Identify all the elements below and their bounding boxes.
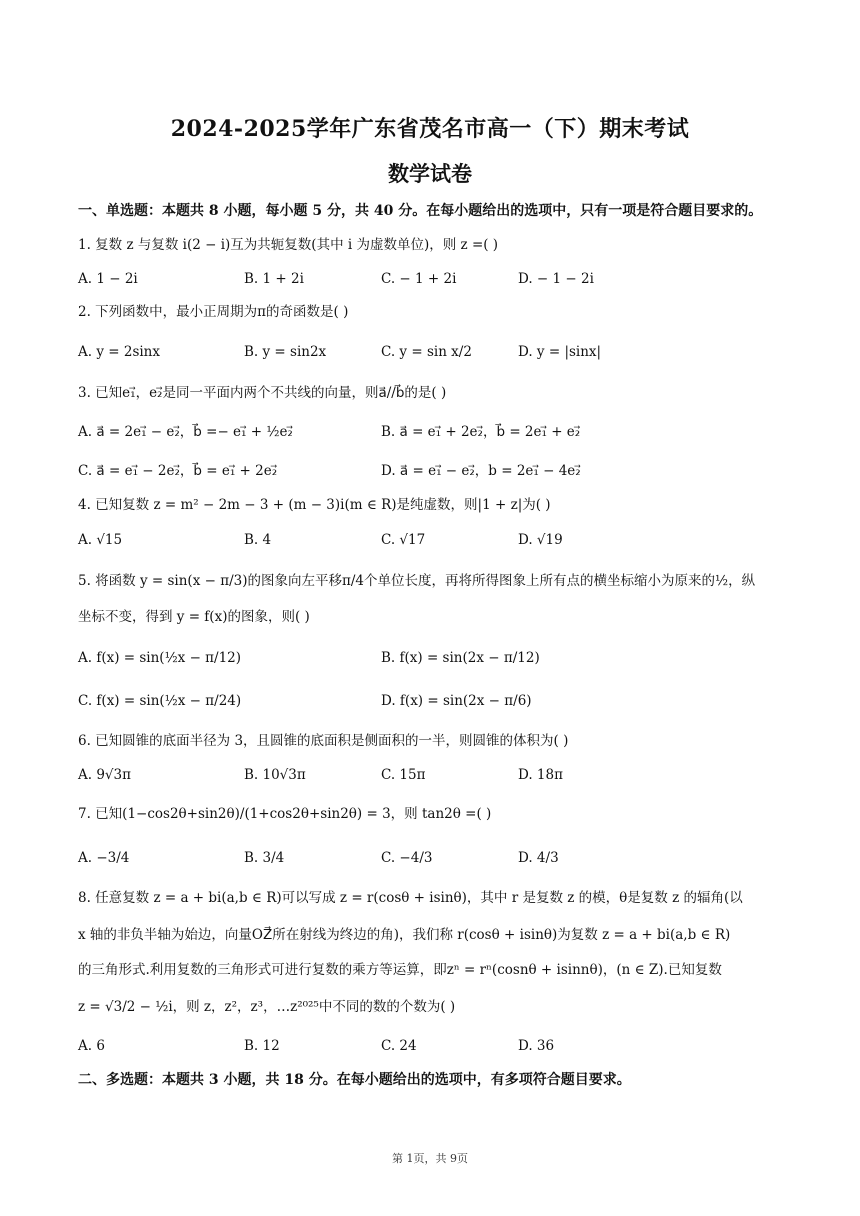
question-4-option-d: D. √19 [518,532,563,548]
question-7-option-d: D. 4/3 [518,850,559,866]
question-5-option-b: B. f(x) = sin(2x − π/12) [381,650,540,666]
exam-subtitle: 数学试卷 [388,161,472,186]
question-1-option-d: D. − 1 − 2i [518,271,594,287]
page-footer: 第 1页，共 9页 [392,1152,468,1165]
question-7-stem: 7. 已知(1−cos2θ+sin2θ)/(1+cos2θ+sin2θ) = 3，则 tan2θ =( ) [78,806,492,822]
question-2-option-b: B. y = sin2x [244,344,327,360]
question-8-option-c: C. 24 [381,1038,417,1054]
exam-title: 2024-2025学年广东省茂名市高一（下）期末考试 [170,116,690,142]
question-3-stem: 3. 已知e₁⃗，e₂⃗是同一平面内两个不共线的向量，则a⃗//b⃗的是( ) [78,385,447,401]
question-1-option-b: B. 1 + 2i [244,271,304,287]
section-heading-single-choice: 一、单选题：本题共 8 小题，每小题 5 分，共 40 分。在每小题给出的选项中，只有一项是符合题目要求的。 [78,203,763,219]
question-8-stem-line-2: x 轴的非负半轴为始边，向量OZ⃗所在射线为终边的角)，我们称 r(cosθ + isinθ)为复数 z = a + bi(a,b ∈ R) [78,927,731,943]
question-2-option-a: A. y = 2sinx [78,344,160,360]
question-1-option-c: C. − 1 + 2i [381,271,457,287]
question-6-option-b: B. 10√3π [244,767,306,783]
question-5-stem-line-2: 坐标不变，得到 y = f(x)的图象，则( ) [78,609,310,625]
question-7-option-a: A. −3/4 [78,850,130,866]
question-4-option-b: B. 4 [244,532,272,548]
question-5-stem-line-1: 5. 将函数 y = sin(x − π/3)的图象向左平移π/4个单位长度，再将所得图象上所有点的横坐标缩小为原来的½，纵 [78,573,756,589]
question-2-stem: 2. 下列函数中，最小正周期为π的奇函数是( ) [78,304,349,320]
question-6-option-a: A. 9√3π [78,767,131,783]
question-1-stem: 1. 复数 z 与复数 i(2 − i)互为共轭复数(其中 i 为虚数单位)，则 z =( ) [78,237,499,253]
question-8-option-a: A. 6 [78,1038,105,1054]
question-4-option-a: A. √15 [78,532,123,548]
question-3-option-d: D. a⃗ = e₁⃗ − e₂⃗，b = 2e₁⃗ − 4e₂⃗ [381,463,581,479]
question-3-option-b: B. a⃗ = e₁⃗ + 2e₂⃗，b⃗ = 2e₁⃗ + e₂⃗ [381,424,581,440]
question-5-option-d: D. f(x) = sin(2x − π/6) [381,693,532,709]
question-8-stem-line-3: 的三角形式.利用复数的三角形式可进行复数的乘方等运算，即zⁿ = rⁿ(cosnθ + isinnθ)，(n ∈ Z).已知复数 [78,962,722,978]
question-6-stem: 6. 已知圆锥的底面半径为 3，且圆锥的底面积是侧面积的一半，则圆锥的体积为( ) [78,733,569,749]
question-8-option-b: B. 12 [244,1038,280,1054]
question-6-option-c: C. 15π [381,767,426,783]
question-1-option-a: A. 1 − 2i [78,271,138,287]
question-3-option-a: A. a⃗ = 2e₁⃗ − e₂⃗，b⃗ =− e₁⃗ + ½e₂⃗ [78,424,293,440]
question-3-option-c: C. a⃗ = e₁⃗ − 2e₂⃗，b⃗ = e₁⃗ + 2e₂⃗ [78,463,278,479]
question-2-option-c: C. y = sin x/2 [381,344,472,360]
question-7-option-b: B. 3/4 [244,850,285,866]
section-heading-multiple-choice: 二、多选题：本题共 3 小题，共 18 分。在每小题给出的选项中，有多项符合题目要求。 [78,1072,631,1088]
question-6-option-d: D. 18π [518,767,563,783]
question-2-option-d: D. y = |sinx| [518,344,602,360]
question-5-option-c: C. f(x) = sin(½x − π/24) [78,693,242,709]
question-8-stem-line-1: 8. 任意复数 z = a + bi(a,b ∈ R)可以写成 z = r(cosθ + isinθ)，其中 r 是复数 z 的模，θ是复数 z 的辐角(以 [78,890,743,906]
question-4-stem: 4. 已知复数 z = m² − 2m − 3 + (m − 3)i(m ∈ R)是纯虚数，则|1 + z|为( ) [78,497,551,513]
question-4-option-c: C. √17 [381,532,426,548]
question-8-option-d: D. 36 [518,1038,555,1054]
question-7-option-c: C. −4/3 [381,850,433,866]
question-5-option-a: A. f(x) = sin(½x − π/12) [78,650,242,666]
question-8-stem-line-4: z = √3/2 − ½i，则 z，z²，z³，…z²⁰²⁵中不同的数的个数为( ) [78,999,456,1015]
